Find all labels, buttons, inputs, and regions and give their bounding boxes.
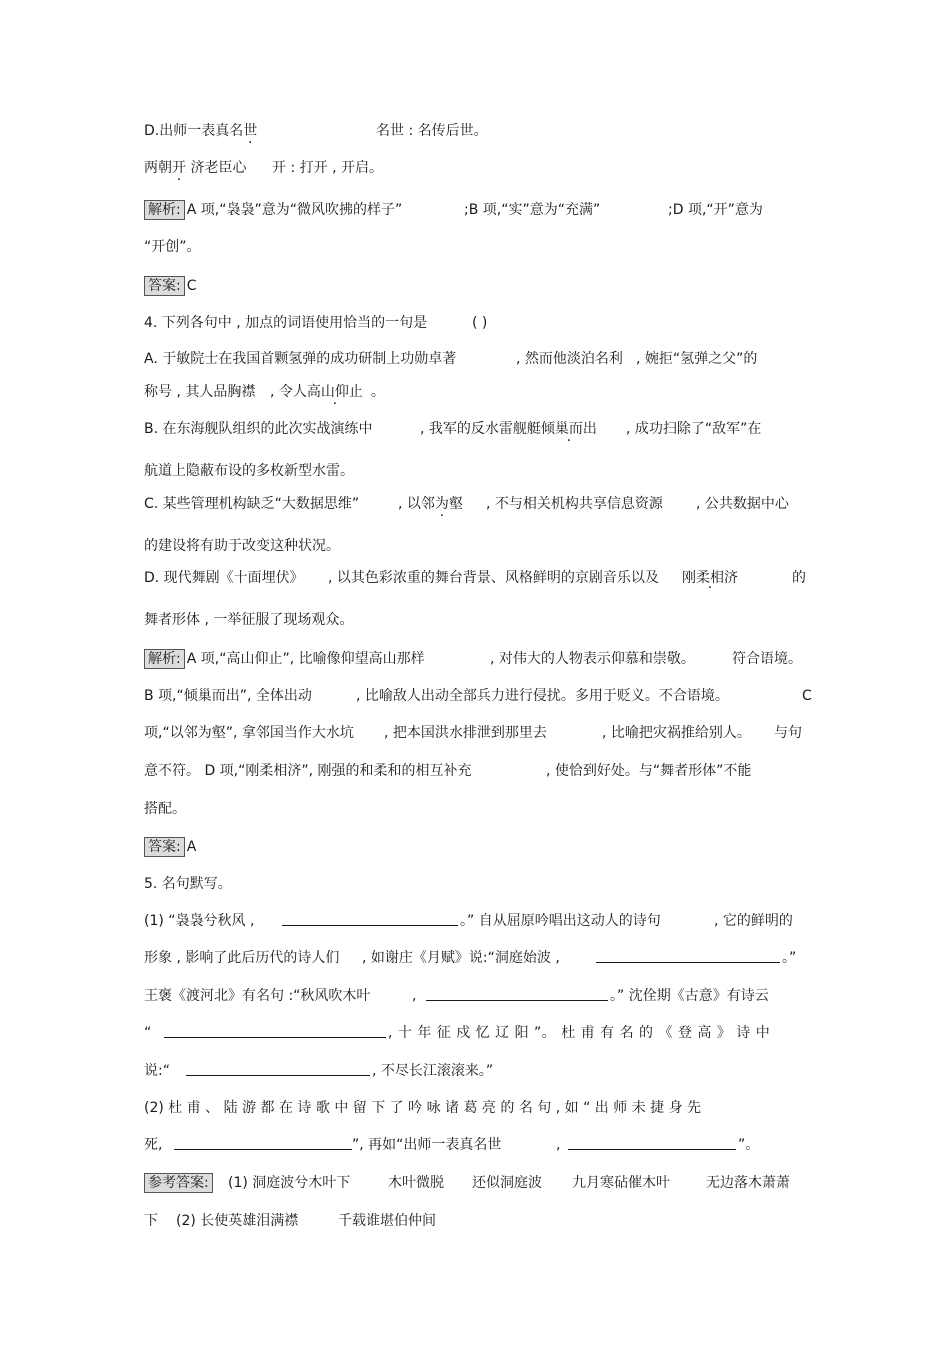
q4-analysis-line-1 (144, 649, 814, 669)
analysis-label: 解析: (144, 200, 185, 220)
option-text: , 不与相关机构共享信息资源 (486, 496, 663, 512)
analysis-text: , 使恰到好处。与“舞者形体”不能 (546, 763, 752, 779)
question-text: 形象 , 影响了此后历代的诗人们 (144, 950, 340, 966)
analysis-text: , 对伟大的人物表示仰慕和崇敬。 (490, 651, 695, 667)
option-text: , 以其色彩浓重的舞台背景、风格鲜明的京剧音乐以及 (328, 570, 659, 586)
reference-item: 下 (144, 1213, 158, 1229)
question-stem: 4. 下列各句中 , 加点的词语使用恰当的一句是 (144, 315, 428, 331)
question-text: 说:“ (144, 1063, 170, 1079)
question-text: , 十 年 征 戍 忆 辽 阳 ”。 杜 甫 有 名 的 《 登 高 》 诗 中 (388, 1025, 771, 1041)
question-text: 。” 沈佺期《古意》有诗云 (610, 988, 769, 1004)
q5-reference-line-1 (144, 1173, 814, 1193)
option-text: 的 (792, 570, 806, 586)
answer-paren: ( ) (472, 315, 488, 331)
analysis-label: 解析: (144, 649, 185, 669)
q5-line-4 (144, 1023, 814, 1043)
fill-blank[interactable] (164, 1023, 386, 1038)
option-text: D. 现代舞剧《十面埋伏》 (144, 570, 304, 586)
question-text: 王褒《渡河北》有名句 :“秋风吹木叶 (144, 988, 371, 1004)
fill-blank[interactable] (426, 986, 608, 1001)
fill-blank[interactable] (174, 1135, 352, 1150)
q5-line-2 (144, 948, 814, 968)
option-text: , 令人 (270, 384, 307, 400)
q4-c-line-2: 的建设将有助于改变这种状况。 (144, 538, 340, 554)
option-d-text: 济老臣心 (186, 160, 247, 176)
analysis-text: 意不符。 D 项,“刚柔相济”, 刚强的和柔和的相互补充 (144, 763, 472, 779)
fill-blank[interactable] (282, 911, 458, 926)
q5-stem: 5. 名句默写。 (144, 876, 232, 892)
analysis-text: A 项,“袅袅”意为“微风吹拂的样子” (186, 202, 403, 218)
gloss-text: 名世 : 名传后世。 (376, 123, 488, 139)
answer-value: C (186, 278, 197, 294)
option-text: , 我军的反水雷舰艇 (420, 421, 541, 437)
option-d-text: 两朝 (144, 160, 172, 176)
analysis-text: 与句 (774, 725, 802, 741)
q4-a-line-1 (144, 349, 814, 369)
option-d-text: D.出师一表真名 (144, 123, 244, 139)
q4-b-line-2: 航道上隐蔽布设的多枚新型水雷。 (144, 463, 354, 479)
option-text: , 成功扫除了“敌军”在 (626, 421, 762, 437)
analysis-text: 符合语境。 (732, 651, 802, 667)
question-text: 死, (144, 1137, 163, 1153)
gloss-text: 开 : 打开 , 开启。 (272, 160, 383, 176)
dotted-char: 开 (172, 160, 186, 176)
option-text: , 婉拒“氢弹之父”的 (636, 351, 758, 367)
q4-analysis-line-5: 搭配。 (144, 801, 186, 817)
reference-item: 无边落木萧萧 (706, 1175, 790, 1191)
option-d-line-1 (144, 121, 814, 141)
analysis-text: ;D 项,“开”意为 (668, 202, 763, 218)
q5-line-5 (144, 1061, 814, 1081)
reference-item: 九月寒砧催木叶 (572, 1175, 670, 1191)
dotted-char: 世 (243, 123, 258, 139)
q4-analysis-line-3 (144, 723, 814, 743)
question-text: , 不尽长江滚滚来。” (372, 1063, 494, 1079)
analysis-text: A 项,“高山仰止”, 比喻像仰望高山那样 (186, 651, 425, 667)
answer-label: 答案: (144, 276, 185, 296)
analysis-text: B 项,“倾巢而出”, 全体出动 (144, 688, 312, 704)
q4-analysis-line-2 (144, 686, 814, 706)
option-d-line-2 (144, 158, 814, 178)
q5-line-3 (144, 986, 814, 1006)
q4-d-line-2: 舞者形体 , 一举征服了现场观众。 (144, 612, 354, 628)
q5-reference-line-2 (144, 1211, 814, 1231)
q3-analysis-line-2: “开创”。 (144, 239, 201, 255)
question-text: 。” (782, 950, 797, 966)
answer-value: A (186, 839, 197, 855)
option-text: , 公共数据中心 (696, 496, 789, 512)
reference-item: (2) 长使英雄泪满襟 (176, 1213, 299, 1229)
q5-line-6: (2) 杜 甫 、 陆 游 都 在 诗 歌 中 留 下 了 吟 咏 诸 葛 亮 的 名 句 , 如 “ 出 师 未 捷 身 先 (144, 1100, 702, 1116)
analysis-text: C (802, 688, 812, 704)
option-text: 称号 , 其人品胸襟 (144, 384, 256, 400)
question-text: , (412, 988, 417, 1004)
reference-label: 参考答案: (144, 1173, 213, 1193)
analysis-text: ;B 项,“实”意为“充满” (464, 202, 601, 218)
q3-answer (144, 276, 814, 296)
answer-label: 答案: (144, 837, 185, 857)
q4-b-line-1 (144, 419, 814, 439)
dotted-phrase: 邻为壑 (420, 496, 463, 512)
reference-item: (1) 洞庭波兮木叶下 (228, 1175, 351, 1191)
q4-analysis-line-4 (144, 761, 814, 781)
reference-item: 还似洞庭波 (472, 1175, 542, 1191)
analysis-text: , 比喻敌人出动全部兵力进行侵扰。多用于贬义。不合语境。 (356, 688, 729, 704)
dotted-phrase: 刚柔相济 · (682, 568, 738, 588)
question-text: (1) “袅袅兮秋风 , (144, 913, 255, 929)
question-text: 。” 自从屈原吟唱出这动人的诗句 (460, 913, 661, 929)
option-text: , 然而他淡泊名利 (516, 351, 623, 367)
fill-blank[interactable] (596, 948, 780, 963)
option-text: A. 于敏院士在我国首颗氢弹的成功研制上功勋卓著 (144, 351, 457, 367)
analysis-text: 项,“以邻为壑”, 拿邻国当作大水坑 (144, 725, 354, 741)
q4-answer (144, 837, 814, 857)
question-text: ”。 (738, 1137, 760, 1153)
q4-c-line-1 (144, 494, 814, 514)
q3-analysis-line-1 (144, 200, 814, 220)
q4-a-line-2 (144, 382, 814, 402)
q4-d-line-1 (144, 568, 814, 588)
fill-blank[interactable] (186, 1061, 370, 1076)
question-text: , (556, 1137, 561, 1153)
question-text: , 它的鲜明的 (714, 913, 793, 929)
option-text: 。 (370, 384, 385, 400)
q5-line-1 (144, 911, 814, 931)
analysis-text: , 把本国洪水排泄到那里去 (384, 725, 547, 741)
question-text: “ (144, 1025, 152, 1041)
question-text: ”, 再如“出师一表真名世 (352, 1137, 502, 1153)
option-text: , 以 (398, 496, 421, 512)
analysis-text: , 比喻把灾祸推给别人。 (602, 725, 751, 741)
question-text: , 如谢庄《月赋》说:“洞庭始波 , (362, 950, 560, 966)
reference-item: 木叶微脱 (388, 1175, 444, 1191)
q4-stem (144, 313, 814, 333)
option-text: B. 在东海舰队组织的此次实战演练中 (144, 421, 373, 437)
dotted-phrase: 高山仰止 (306, 384, 363, 400)
option-text: C. 某些管理机构缺乏“大数据思维” (144, 496, 360, 512)
reference-item: 千载谁堪伯仲间 (338, 1213, 436, 1229)
fill-blank[interactable] (568, 1135, 736, 1150)
q5-line-7 (144, 1135, 814, 1155)
dotted-phrase: 倾巢而出 (540, 421, 597, 437)
